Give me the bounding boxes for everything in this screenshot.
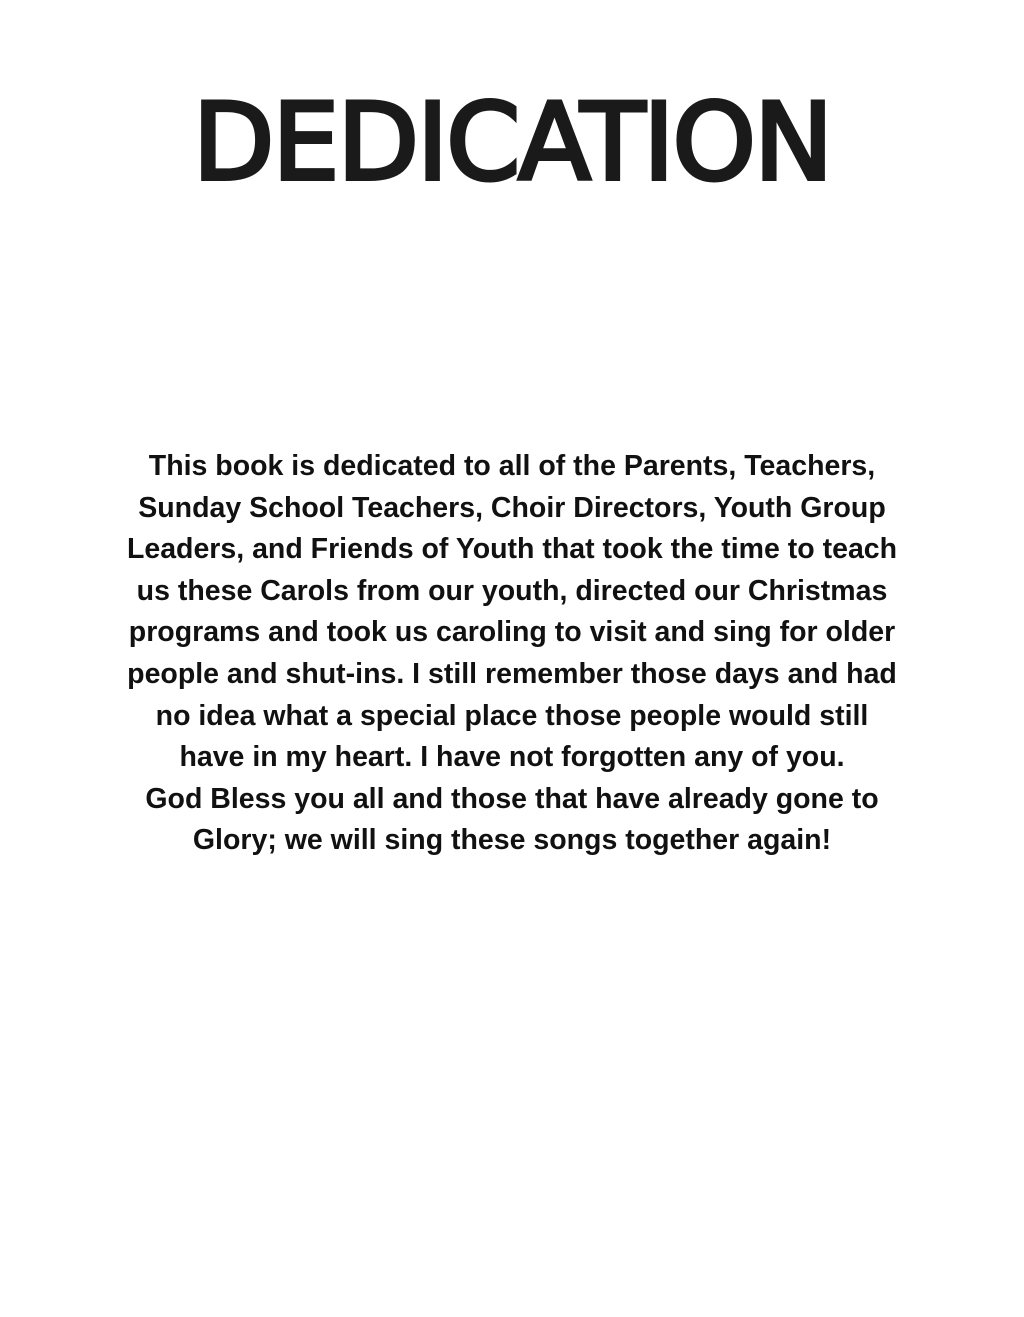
dedication-line: us these Carols from our youth, directed our Christmas xyxy=(136,574,888,607)
dedication-line: Leaders, and Friends of Youth that took the time to teach xyxy=(126,533,898,566)
dedication-line: Glory; we will sing these songs together again! xyxy=(192,824,832,857)
dedication-line: This book is dedicated to all of the Parents, Teachers, xyxy=(148,450,876,482)
dedication-line: no idea what a special place those people would still xyxy=(155,699,869,732)
dedication-text xyxy=(0,446,1024,862)
dedication-line: God Bless you all and those that have already gone to xyxy=(145,782,879,815)
dedication-line: Sunday School Teachers, Choir Directors, Youth Group xyxy=(138,491,886,524)
dedication-line: people and shut-ins. I still remember those days and had xyxy=(127,657,897,690)
dedication-line: have in my heart. I have not forgotten any of you. xyxy=(179,741,845,774)
dedication-line: programs and took us caroling to visit and sing for older xyxy=(128,616,896,649)
page-title: DEDICATION xyxy=(192,81,832,204)
